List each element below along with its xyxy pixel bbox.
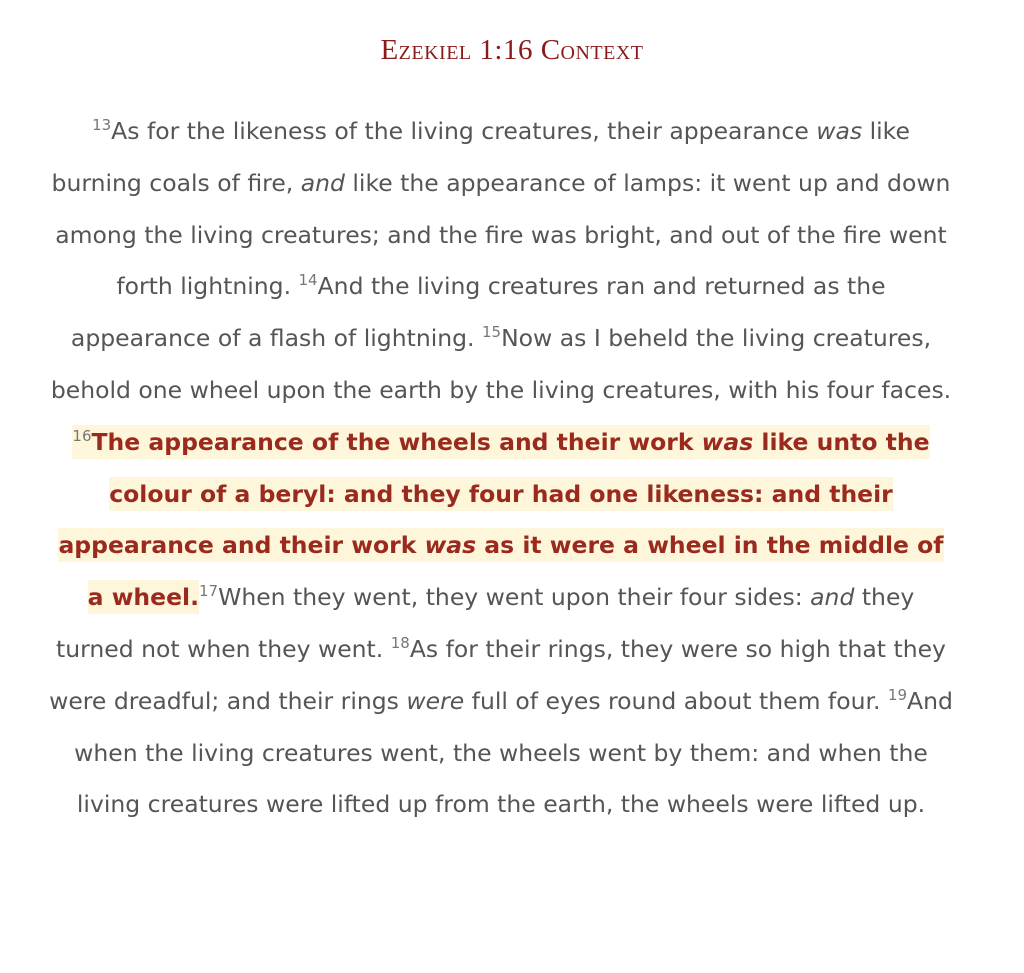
- verse-number: 15: [482, 323, 502, 342]
- verse-number: 16: [72, 426, 92, 445]
- verse-text: And when the living creatures went, the wheels went by them: and when the living creatures were lifted up from the earth, the wheels were lifted up.: [74, 686, 953, 819]
- verse-number: 13: [92, 116, 112, 134]
- verse-text: like burning coals of fire,: [51, 117, 910, 197]
- verse-text: When they went, they went upon their four sides:: [218, 583, 811, 612]
- verse-text: And the living creatures ran and returned as the appearance of a flash of lightning.: [70, 272, 886, 353]
- verse-number: 19: [887, 685, 908, 704]
- verse-number: 14: [298, 271, 318, 290]
- verse-text: full of eyes round about them four.: [464, 686, 888, 715]
- verse-text: As for their rings, they were so high that they were dreadful; and their rings: [49, 634, 946, 715]
- verse-text: like the appearance of lamps: it went up and down among the living creatures; and the fire was bright, and out of the fire went forth lightning.: [55, 168, 951, 301]
- verse-number: 18: [390, 633, 410, 652]
- italic-word: and: [810, 583, 855, 612]
- italic-word: were: [406, 686, 465, 715]
- italic-word: and: [300, 168, 345, 197]
- italic-word: was: [424, 531, 477, 560]
- italic-word: was: [816, 117, 863, 145]
- verse-text: like unto the colour of a beryl: and they four had one likeness: and their appearance and their work: [58, 427, 930, 560]
- verse-number: 17: [199, 582, 219, 601]
- verse-text: The appearance of the wheels and their work: [91, 427, 702, 456]
- passage-text: [48, 106, 954, 831]
- page-title: Ezekiel 1:16 Context: [380, 34, 644, 66]
- verse-text: Now as I beheld the living creatures, behold one wheel upon the earth by the living creatures, with his four faces.: [50, 324, 952, 404]
- verse-text: As for the likeness of the living creatures, their appearance: [111, 117, 817, 145]
- italic-word: was: [701, 427, 754, 456]
- verse-text: they turned not when they went.: [56, 583, 915, 663]
- verse-text: as it were a wheel in the middle of a wheel.: [87, 531, 944, 612]
